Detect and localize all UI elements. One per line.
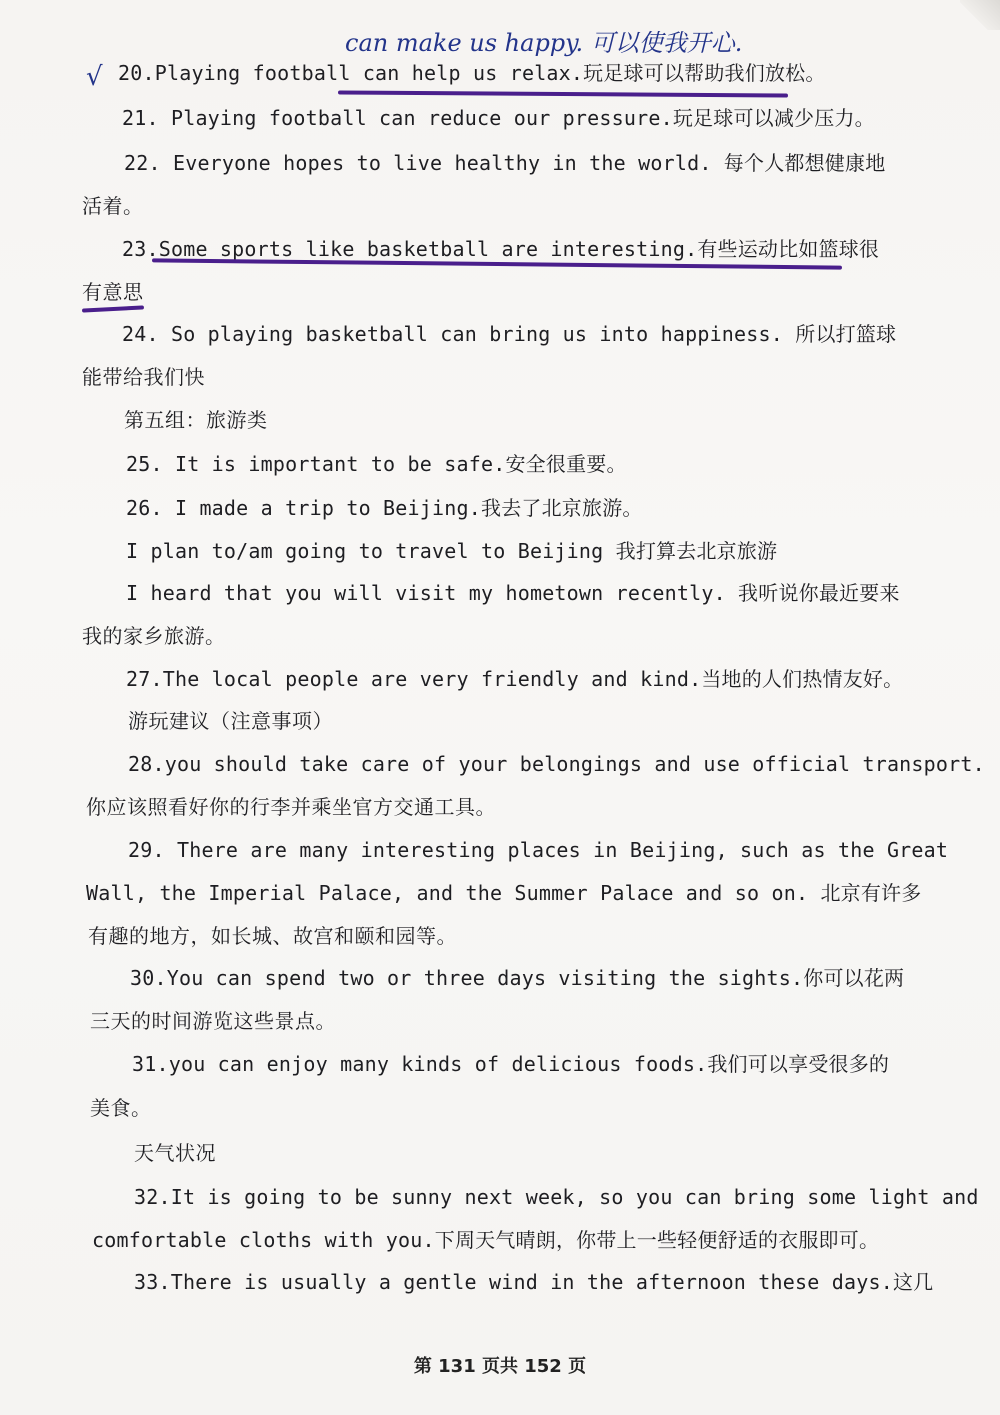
text-line: 25. It is important to be safe.安全很重要。 bbox=[126, 452, 627, 476]
text-line: I heard that you will visit my hometown recently. 我听说你最近要来 bbox=[126, 581, 900, 605]
text-line: Wall, the Imperial Palace, and the Summer Palace and so on. 北京有许多 bbox=[86, 881, 922, 905]
text-line: 26. I made a trip to Beijing.我去了北京旅游。 bbox=[126, 496, 643, 520]
text-line: 24. So playing basketball can bring us into happiness. 所以打篮球 bbox=[122, 322, 897, 346]
text-line: 30.You can spend two or three days visiting the sights.你可以花两 bbox=[130, 966, 905, 990]
section-heading: 第五组：旅游类 bbox=[124, 408, 268, 432]
text-line: 29. There are many interesting places in Beijing, such as the Great bbox=[128, 838, 949, 862]
text-line: 三天的时间游览这些景点。 bbox=[90, 1009, 336, 1033]
text-line: 33.There is usually a gentle wind in the afternoon these days.这几 bbox=[134, 1270, 934, 1294]
text-line: 20.Playing football can help us relax.玩足球可以帮助我们放松。 bbox=[118, 61, 826, 85]
handwritten-annotation: can make us happy. 可以使我开心. bbox=[345, 29, 743, 57]
text-line: I plan to/am going to travel to Beijing 我打算去北京旅游 bbox=[126, 539, 778, 563]
handwritten-underline bbox=[338, 90, 788, 97]
text-line: 23.Some sports like basketball are interesting.有些运动比如篮球很 bbox=[122, 237, 880, 261]
text-line: 活着。 bbox=[82, 194, 144, 218]
text-line: 31.you can enjoy many kinds of delicious foods.我们可以享受很多的 bbox=[132, 1052, 890, 1076]
text-line: 21. Playing football can reduce our pressure.玩足球可以减少压力。 bbox=[122, 106, 875, 130]
text-line: 有意思 bbox=[82, 280, 144, 304]
page-footer: 第 131 页共 152 页 bbox=[413, 1356, 587, 1377]
handwritten-check-mark: √ bbox=[86, 62, 103, 92]
text-line: 能带给我们快 bbox=[82, 365, 205, 389]
text-line: 你应该照看好你的行李并乘坐官方交通工具。 bbox=[86, 795, 496, 819]
text-line: 28.you should take care of your belongings and use official transport. bbox=[128, 752, 985, 776]
text-line: 27.The local people are very friendly and kind.当地的人们热情友好。 bbox=[126, 667, 904, 691]
text-line: 我的家乡旅游。 bbox=[82, 624, 226, 648]
handwritten-underline bbox=[82, 305, 144, 312]
text-line: 美食。 bbox=[90, 1096, 152, 1120]
text-line: comfortable cloths with you.下周天气晴朗，你带上一些轻便舒适的衣服即可。 bbox=[92, 1228, 880, 1252]
section-heading: 天气状况 bbox=[134, 1141, 216, 1165]
section-heading: 游玩建议（注意事项） bbox=[128, 709, 333, 733]
text-line: 有趣的地方，如长城、故宫和颐和园等。 bbox=[88, 924, 457, 948]
text-line: 22. Everyone hopes to live healthy in the world. 每个人都想健康地 bbox=[124, 151, 886, 175]
page-corner-fold bbox=[960, 0, 1000, 30]
text-line: 32.It is going to be sunny next week, so you can bring some light and bbox=[134, 1185, 979, 1209]
